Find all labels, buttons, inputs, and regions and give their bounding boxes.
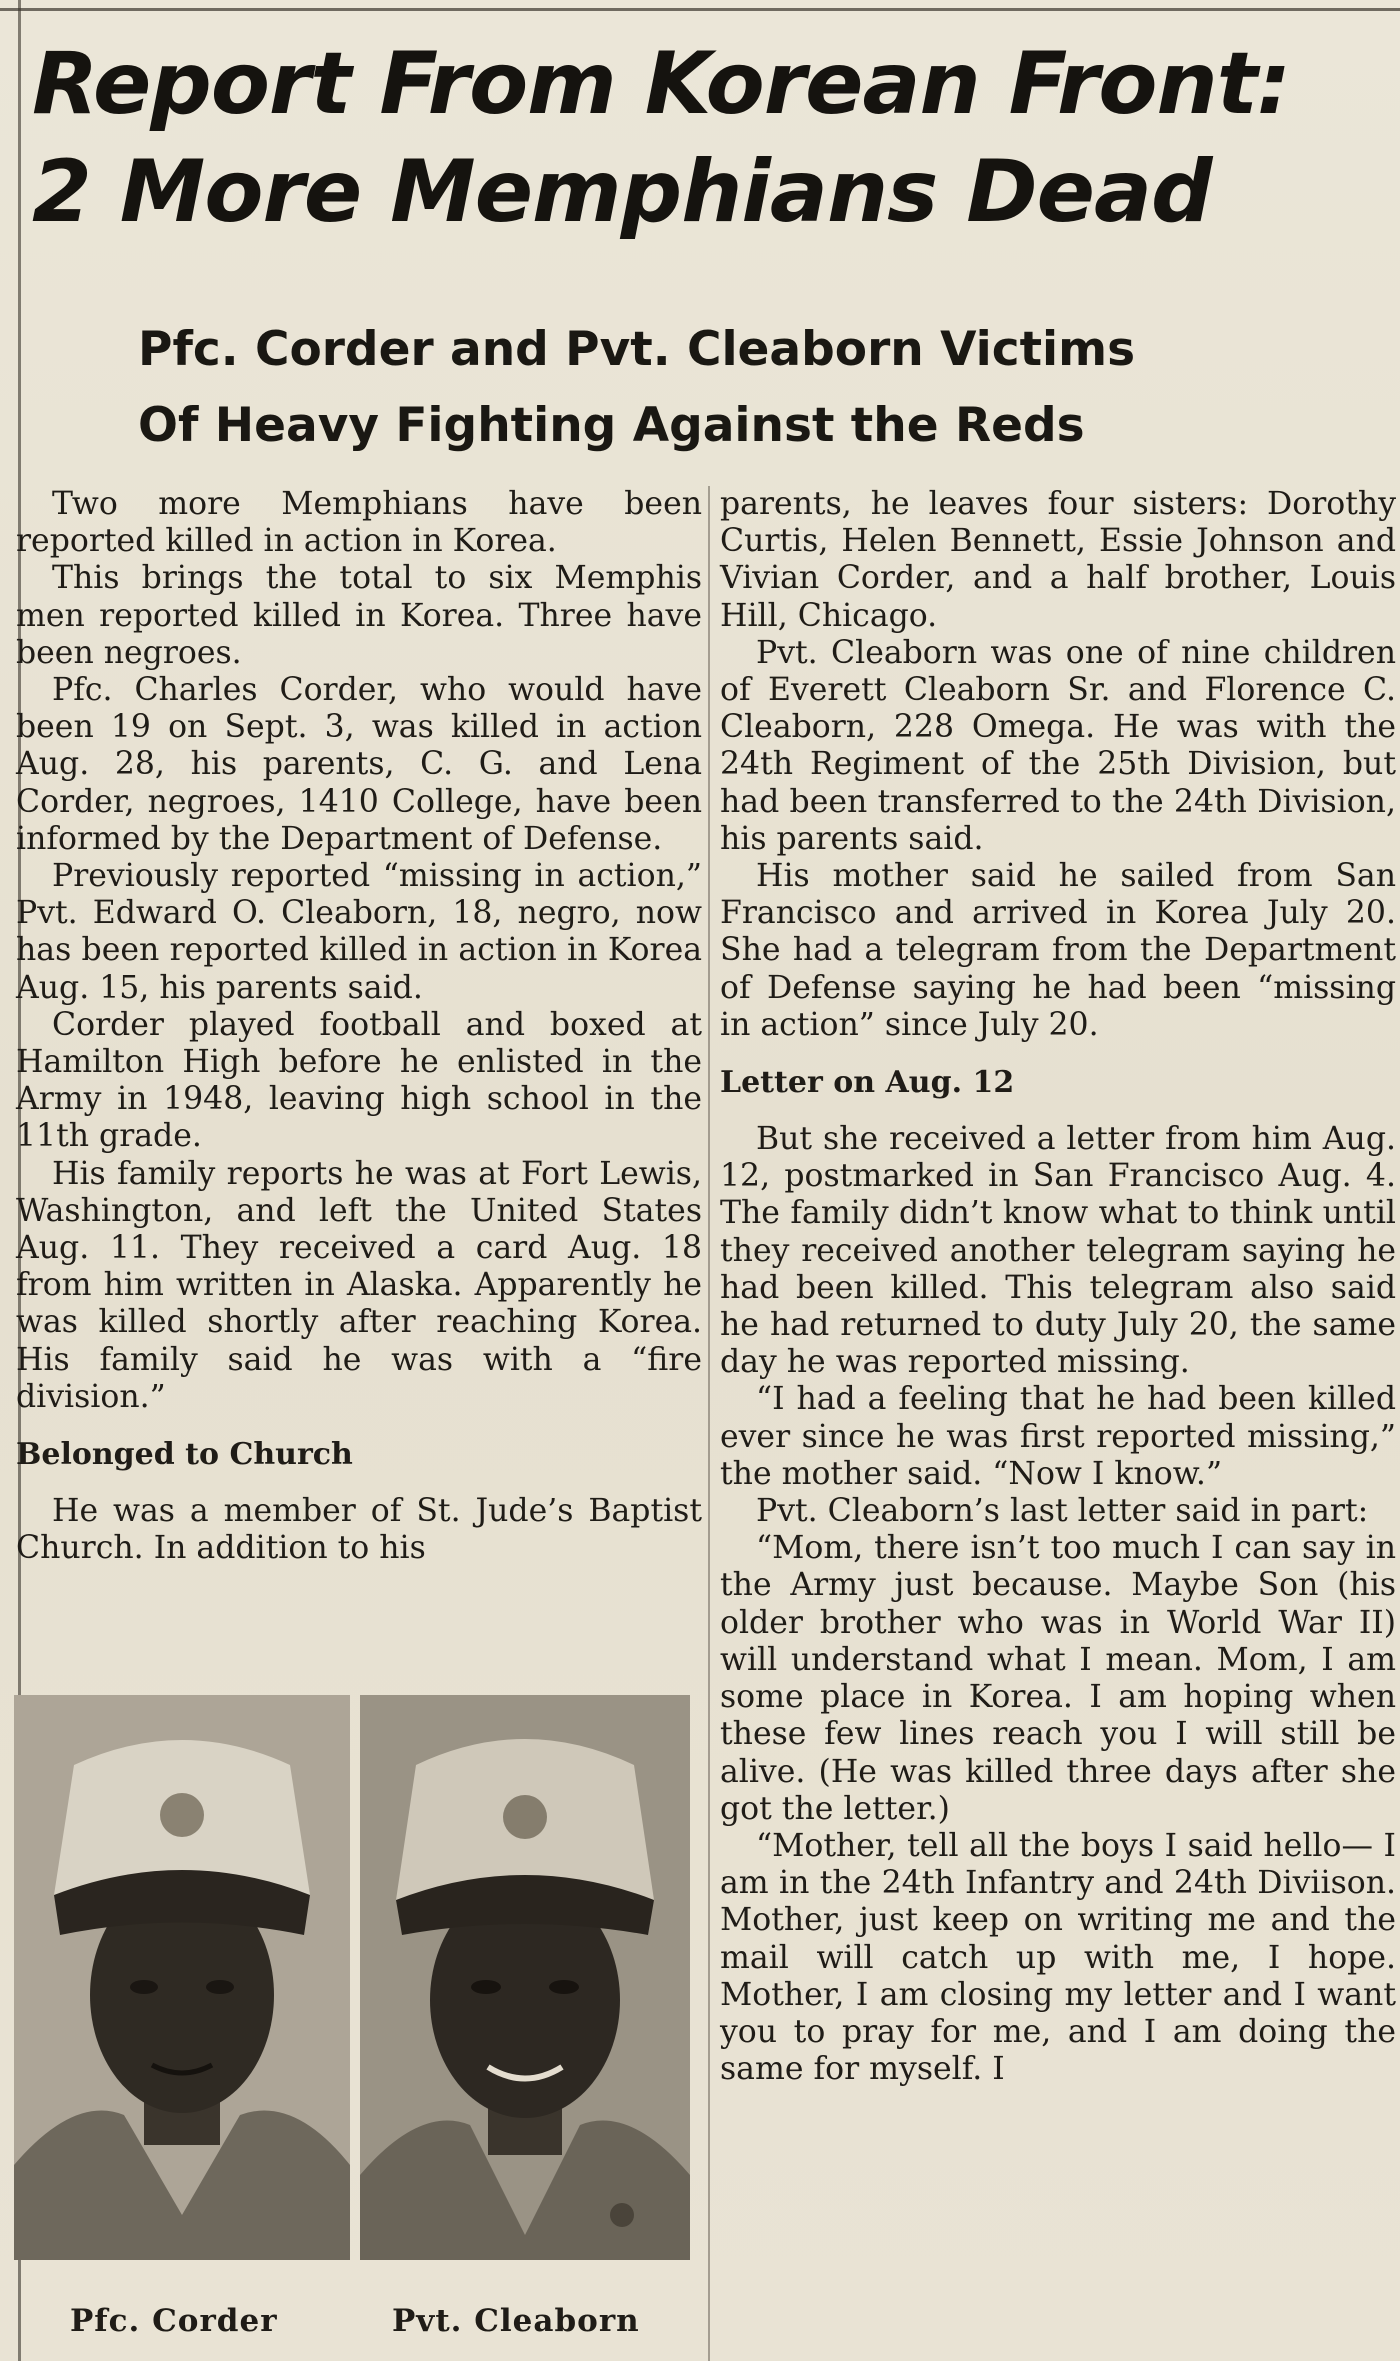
paragraph: Corder played football and boxed at Hamilton High before he enlisted in the Army in 1948, leaving high school in the 11th grade. [16,1006,702,1155]
paragraph: Pvt. Cleaborn’s last letter said in part: [756,1493,1369,1530]
photo-caption-cleaborn: Pvt. Cleaborn [392,2303,640,2339]
subheadline-line-1: Pfc. Corder and Pvt. Cleaborn Victims [138,322,1136,377]
paragraph: Previously reported “missing in action,” Pvt. Edward O. Cleaborn, 18, negro, now has been reported killed in action in Korea Aug. 15, his parents said. [16,858,702,1006]
paragraph: “I had a feeling that he had been killed ever since he was first reported missing,” the mother said. “Now I know.” [720,1381,1396,1492]
photo-caption-corder: Pfc. Corder [70,2303,278,2339]
article-column-right [720,486,1396,2088]
portrait-photos [14,1695,690,2285]
headline-line-2: 2 More Memphians Dead [32,142,1212,242]
headline-line-1: Report From Korean Front: [32,34,1291,134]
top-rule [0,8,1400,11]
subheadline [138,312,1288,464]
section-heading: Letter on Aug. 12 [720,1065,1015,1101]
paragraph: He was a member of St. Jude’s Baptist Church. In addition to his [16,1493,702,1567]
paragraph: Pfc. Charles Corder, who would have been 19 on Sept. 3, was killed in action Aug. 28, his parents, C. G. and Lena Corder, negroes, 1410 College, have been informed by the Department of Defense. [16,672,702,857]
paragraph: His mother said he sailed from San Francisco and arrived in Korea July 20. She had a telegram from the Department of Defense saying he had been “missing in action” since July 20. [720,858,1396,1043]
section-heading: Belonged to Church [16,1437,353,1473]
paragraph: This brings the total to six Memphis men reported killed in Korea. Three have been negroes. [16,560,702,671]
paragraph: His family reports he was at Fort Lewis, Washington, and left the United States Aug. 11. They received a card Aug. 18 from him written in Alaska. Apparently he was killed shortly after reaching Korea. His family said he was with a “fire division.” [16,1155,702,1415]
paragraph: parents, he leaves four sisters: Dorothy Curtis, Helen Bennett, Essie Johnson and Vivian Corder, and a half brother, Louis Hill, Chicago. [720,486,1396,634]
article-column-left [16,486,702,1567]
paragraph: “Mom, there isn’t too much I can say in the Army just because. Maybe Son (his older brother who was in World War II) will understand what I mean. Mom, I am some place in Korea. I am hoping when these few lines reach you I will still be alive. (He was killed three days after she got the letter.) [720,1530,1396,1827]
subheadline-line-2: Of Heavy Fighting Against the Reds [138,398,1085,453]
portrait-illustration [14,1695,350,2260]
portrait-photo-corder [14,1695,350,2260]
portrait-photo-cleaborn [360,1695,690,2260]
paragraph: But she received a letter from him Aug. 12, postmarked in San Francisco Aug. 4. The family didn’t know what to think until they received another telegram saying he had been killed. This telegram also said he had returned to duty July 20, the same day he was reported missing. [720,1121,1396,1381]
paragraph: “Mother, tell all the boys I said hello— I am in the 24th Infantry and 24th Diviison. Mother, just keep on writing me and the mail will catch up with me, I hope. Mother, I am closing my letter and I want you to pray for me, and I am doing the same for myself. I [720,1827,1396,2088]
column-divider [708,486,710,2361]
paragraph: Two more Memphians have been reported killed in action in Korea. [16,486,702,560]
portrait-illustration [360,1695,690,2260]
paragraph: Pvt. Cleaborn was one of nine children of Everett Cleaborn Sr. and Florence C. Cleaborn, 228 Omega. He was with the 24th Regiment of the 25th Division, but had been transferred to the 24th Division, his parents said. [720,634,1396,857]
headline [32,30,1392,246]
